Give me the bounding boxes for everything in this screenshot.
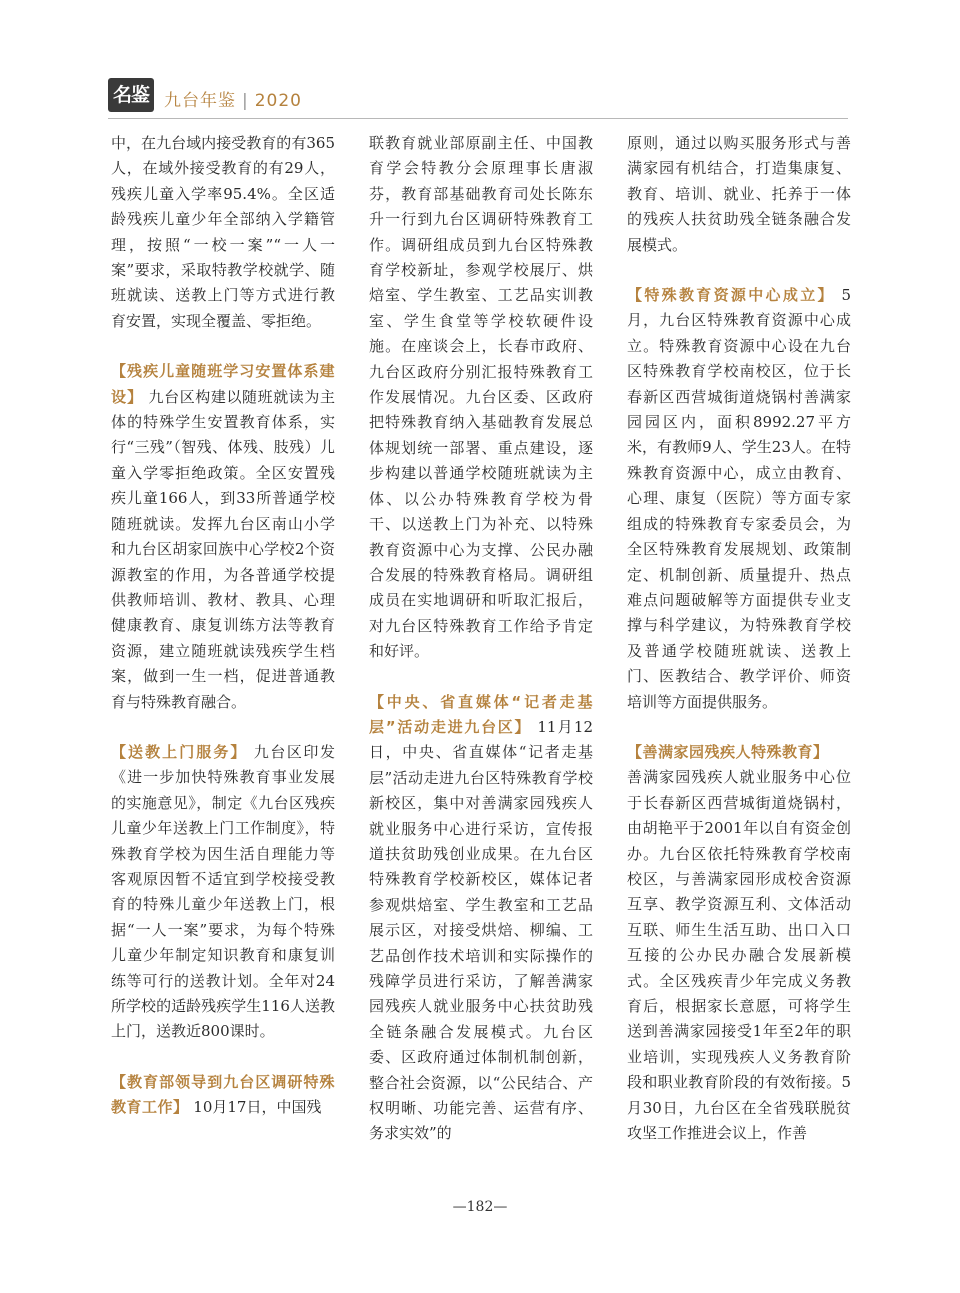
section-body: 5月，九台区特殊教育资源中心成立。特殊教育资源中心设在九台区特殊教育学校南校区，位于长春新区西营城街道烧锅村善满家园园区内，面积8992.27平方米，有教师9人、学生23人。在特殊教育资源中心，成立由教育、心理、康复（医院）等方面专家组成的特殊教育专家委员会，为全区特殊教育发展规划、政策制定、机制创新、质量提升、热点难点问题破解等方面提供专业支撑与科学建议，为特殊教育学校及普通学校随班就读、送教上门、医教结合、教学评价、师资培训等方面提供服务。 [627,286,851,711]
section-body: 九台区构建以随班就读为主体的特殊学生安置教育体系，实行“三残”（智残、体残、肢残）儿童入学零拒绝政策。全区安置残疾儿童166人，到33所普通学校随班就读。发挥九台区南山小学和九台区胡家回族中心学校2个资源教室的作用，为各普通学校提供教师培训、教材、教具、心理健康教育、康复训练方法等教育资源，建立随班就读残疾学生档案，做到一生一档，促进普通教育与特殊教育融合。 [111,387,335,711]
book-title-text: 九台年鉴 [164,91,236,111]
section-heading: 【教育部领导到九台区调研特殊教育工作】 [111,1072,335,1117]
title-separator: | [242,91,249,111]
section-heading: 【残疾儿童随班学习安置体系建设】 [111,362,335,406]
section-body: 10月17日，中国残 [193,1098,322,1117]
section-heading: 【善满家园残疾人特殊教育】 [627,742,829,761]
paragraph: 中，在九台域内接受教育的有365人，在域外接受教育的有29人，残疾儿童入学率95.4%。全区适龄残疾儿童少年全部纳入学籍管理，按照“一校一案”“一人一案”要求，采取特教学校就学、随班就读、送教上门等方式进行教育安置，实现全覆盖、零拒绝。 [111,134,335,330]
column-3 [627,131,851,1146]
book-title [164,86,302,111]
page-number: —182— [452,1199,508,1215]
section-heading: 【特殊教育资源中心成立】 [627,286,835,305]
book-year: 2020 [254,91,302,111]
page-header [108,78,848,118]
column-2 [369,131,593,1147]
paragraph: 原则，通过以购买服务形式与善满家园有机结合，打造集康复、教育、培训、就业、托养于一体的残疾人扶贫助残全链条融合发展模式。 [627,134,851,254]
section-paragraph [627,740,851,1147]
section-paragraph [627,283,851,715]
section-heading: 【送教上门服务】 [111,742,248,761]
section-paragraph [111,1070,335,1121]
section-paragraph [111,740,335,1045]
yearbook-logo: 名鉴 [108,78,154,112]
section-heading: 【中央、省直媒体“记者走基层”活动走进九台区】 [369,692,593,736]
section-paragraph [369,690,593,1147]
paragraph: 联教育就业部原副主任、中国教育学会特教分会原理事长唐淑芬，教育部基础教育司处长陈东升一行到九台区调研特殊教育工作。调研组成员到九台区特殊教育学校新址，参观学校展厅、烘焙室、学生教室、工艺品实训教室、学生食堂等学校软硬件设施。在座谈会上，长春市政府、九台区政府分别汇报特殊教育工作发展情况。九台区委、区政府把特殊教育纳入基础教育发展总体规划统一部署、重点建设，逐步构建以普通学校随班就读为主体、以公办特殊教育学校为骨干、以送教上门为补充、以特殊教育资源中心为支撑、公民办融合发展的特殊教育格局。调研组成员在实地调研和听取汇报后，对九台区特殊教育工作给予肯定和好评。 [369,134,593,661]
section-body: 九台区印发《进一步加快特殊教育事业发展的实施意见》，制定《九台区残疾儿童少年送教上门工作制度》，特殊教育学校为因生活自理能力等客观原因暂不适宜到学校接受教育的特殊儿童少年送教上门，根据“一人一案”要求，为每个特殊儿童少年制定知识教育和康复训练等可行的送教计划。全年对24所学校的适龄残疾学生116人送教上门，送教近800课时。 [111,742,335,1041]
header-rule [108,118,848,119]
column-1 [111,131,335,1121]
section-body: 11月12日，中央、省直媒体“记者走基层”活动走进九台区特殊教育学校新校区，集中对善满家园残疾人就业服务中心进行采访，宣传报道扶贫助残创业成果。在九台区特殊教育学校新校区，媒体记者参观烘焙室、学生教室和工艺品展示区，对接受烘焙、柳编、工艺品创作技术培训和实际操作的残障学员进行采访，了解善满家园残疾人就业服务中心扶贫助残全链条融合发展模式。九台区委、区政府通过体制机制创新，整合社会资源，以“公民结合、产权明晰、功能完善、运营有序、务求实效”的 [369,717,593,1143]
section-paragraph [111,359,335,715]
section-body: 善满家园残疾人就业服务中心位于长春新区西营城街道烧锅村，由胡艳平于2001年以自有资金创办。九台区依托特殊教育学校南校区，与善满家园形成校舍资源互享、教学资源互利、文体活动互联、师生生活互助、出口入口互接的公办民办融合发展新模式。全区残疾青少年完成义务教育后，根据家长意愿，可将学生送到善满家园接受1年至2年的职业培训，实现残疾人义务教育阶段和职业教育阶段的有效衔接。5月30日，九台区在全省残联脱贫攻坚工作推进会议上，作善 [627,768,851,1143]
